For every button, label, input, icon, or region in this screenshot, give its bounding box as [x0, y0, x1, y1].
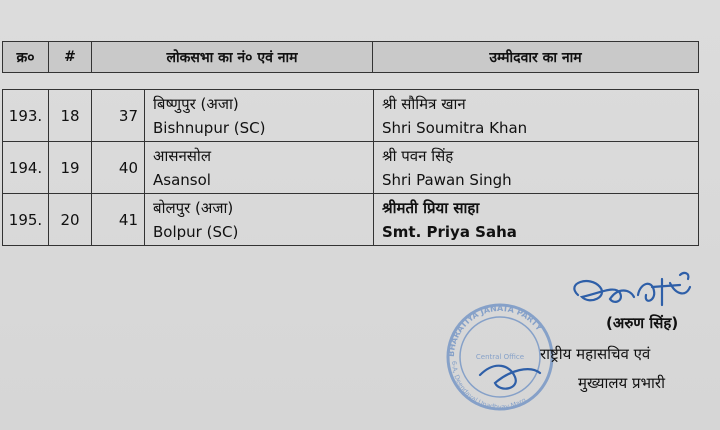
loksabha-name-en: Bolpur (SC) — [153, 222, 239, 241]
loksabha-cell — [145, 194, 374, 246]
candidate-cell — [374, 194, 699, 246]
loksabha-name-hi: बिष्णुपुर (अजा) — [153, 94, 239, 113]
serial-cell: 194. — [3, 142, 49, 194]
candidate-cell — [374, 90, 699, 142]
lok-number-cell: 41 — [92, 194, 145, 246]
header-hash: # — [49, 42, 92, 73]
lok-number-cell: 37 — [92, 90, 145, 142]
candidate-cell — [374, 142, 699, 194]
stamp-top-text: BHARATIYA JANATA PARTY — [446, 304, 544, 358]
serial-cell: 195. — [3, 194, 49, 246]
signatory-title-line1: राष्ट्रीय महासचिव एवं — [540, 345, 651, 363]
signatory-title-line2: मुख्यालय प्रभारी — [578, 374, 665, 392]
table-row — [3, 142, 699, 194]
table-header — [2, 41, 699, 73]
lok-number-cell: 40 — [92, 142, 145, 194]
header-candidate: उम्मीदवार का नाम — [373, 42, 699, 73]
header-loksabha: लोकसभा का नं० एवं नाम — [92, 42, 373, 73]
loksabha-name-hi: बोलपुर (अजा) — [153, 198, 234, 217]
candidate-table — [2, 89, 699, 246]
serial-cell: 193. — [3, 90, 49, 142]
hash-cell: 19 — [49, 142, 92, 194]
party-stamp — [447, 304, 552, 411]
stamp-center-text: Central Office — [475, 353, 525, 361]
loksabha-name-hi: आसनसोल — [153, 146, 211, 165]
header-serial: क्र० — [3, 42, 49, 73]
loksabha-name-en: Asansol — [153, 170, 211, 189]
candidate-name-hi: श्रीमती प्रिया साहा — [382, 198, 480, 217]
candidate-name-hi: श्री सौमित्र खान — [382, 94, 466, 113]
table-row — [3, 90, 699, 142]
candidate-name-en: Shri Soumitra Khan — [382, 118, 528, 137]
stamp-bottom-text: 6-A, Deendayal Upadhyay Marg — [449, 360, 528, 412]
hash-cell: 18 — [49, 90, 92, 142]
candidate-name-hi: श्री पवन सिंह — [382, 146, 454, 165]
table-row — [3, 194, 699, 246]
candidate-name-en: Shri Pawan Singh — [382, 170, 512, 189]
hash-cell: 20 — [49, 194, 92, 246]
loksabha-cell — [145, 142, 374, 194]
loksabha-cell — [145, 90, 374, 142]
candidate-name-en: Smt. Priya Saha — [382, 222, 517, 241]
signatory-name: (अरुण सिंह) — [606, 314, 679, 332]
loksabha-name-en: Bishnupur (SC) — [153, 118, 266, 137]
